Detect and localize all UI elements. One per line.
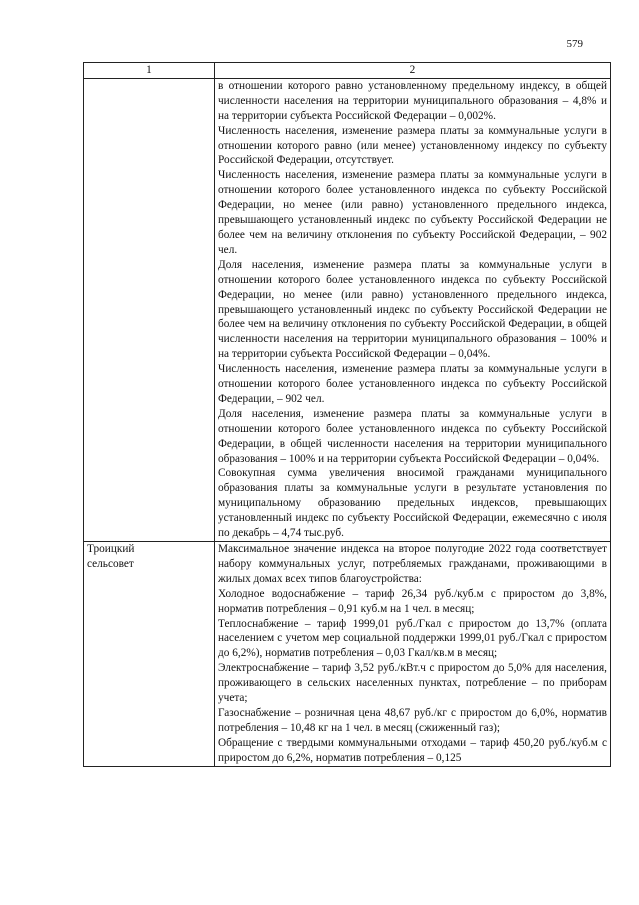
header-col-1: 1: [84, 63, 215, 79]
table-header-row: [84, 63, 611, 79]
paragraph: Обращение с твердыми коммунальными отходами – тариф 450,20 руб./куб.м с приростом до 6,2%, норматив потребления – 0,125: [218, 736, 607, 764]
paragraph: Доля населения, изменение размера платы за коммунальные услуги в отношении которого более установленного индекса по субъекту Российской Федерации, в общей численности населения на территории муниципального образования – 100% и на территории субъекта Российской Федерации – 0,04%.: [218, 407, 607, 465]
page-number: 579: [566, 38, 583, 50]
paragraph: Теплоснабжение – тариф 1999,01 руб./Гкал с приростом до 13,7% (оплата населением с учетом мер социальной поддержки 1999,01 руб./Гкал с приростом до 6,2%), норматив потребления – 0,03 Гкал/кв.м в месяц;: [218, 617, 607, 660]
description-cell: [215, 78, 611, 541]
paragraph: Холодное водоснабжение – тариф 26,34 руб./куб.м с приростом до 3,8%, норматив потребления – 0,91 куб.м на 1 чел. в месяц;: [218, 587, 607, 615]
paragraph: Численность населения, изменение размера платы за коммунальные услуги в отношении которого равно (или менее) установленному индексу по субъекту Российской Федерации, отсутствует.: [218, 124, 607, 167]
description-cell: [215, 542, 611, 767]
paragraph: Численность населения, изменение размера платы за коммунальные услуги в отношении которого более установленного индекса по субъекту Российской Федерации, но менее (или равно) установленного предельного индекса, превышающего установленный индекс по субъекту Российской Федерации не более чем на величину отклонения по субъекту Российской Федерации, – 902 чел.: [218, 169, 607, 256]
paragraph: Доля населения, изменение размера платы за коммунальные услуги в отношении которого более установленного индекса по субъекту Российской Федерации, но менее (или равно) установленного предельного индекса, превышающего установленный индекс по субъекту Российской Федерации не более чем на величину отклонения по субъекту Российской Федерации, в общей численности населения на территории муниципального образования – 100% и на территории субъекта Российской Федерации – 0,04%.: [218, 258, 607, 361]
municipality-cell: [84, 542, 215, 767]
paragraph: в отношении которого равно установленному предельному индексу, в общей численности населения на территории муниципального образования – 4,8% и на территории субъекта Российской Федерации – 0,002%.: [218, 79, 607, 122]
table-row: [84, 78, 611, 541]
indices-table: [83, 62, 611, 767]
paragraph: Электроснабжение – тариф 3,52 руб./кВт.ч с приростом до 5,0% для населения, проживающего в сельских населенных пунктах, потребление – по приборам учета;: [218, 662, 607, 705]
paragraph: Совокупная сумма увеличения вносимой гражданами муниципального образования платы за коммунальные услуги в результате установления по муниципальному образованию предельных индексов, превышающих установленный индекс по субъекту Российской Федерации, ежемесячно с июля по декабрь – 4,74 тыс.руб.: [218, 467, 607, 540]
table-row: [84, 542, 611, 767]
municipality-name-line: сельсовет: [87, 557, 134, 570]
header-col-2: 2: [215, 63, 611, 79]
paragraph: Газоснабжение – розничная цена 48,67 руб./кг с приростом до 6,0%, норматив потребления – 10,48 кг на 1 чел. в месяц (сжиженный газ);: [218, 706, 607, 734]
paragraph: Максимальное значение индекса на второе полугодие 2022 года соответствует набору коммунальных услуг, потребляемых гражданами, проживающими в жилых домах всех типов благоустройства:: [218, 543, 607, 585]
municipality-cell: [84, 78, 215, 541]
municipality-name-line: Троицкий: [87, 543, 135, 555]
paragraph: Численность населения, изменение размера платы за коммунальные услуги в отношении которого более установленного индекса по субъекту Российской Федерации, – 902 чел.: [218, 363, 607, 405]
